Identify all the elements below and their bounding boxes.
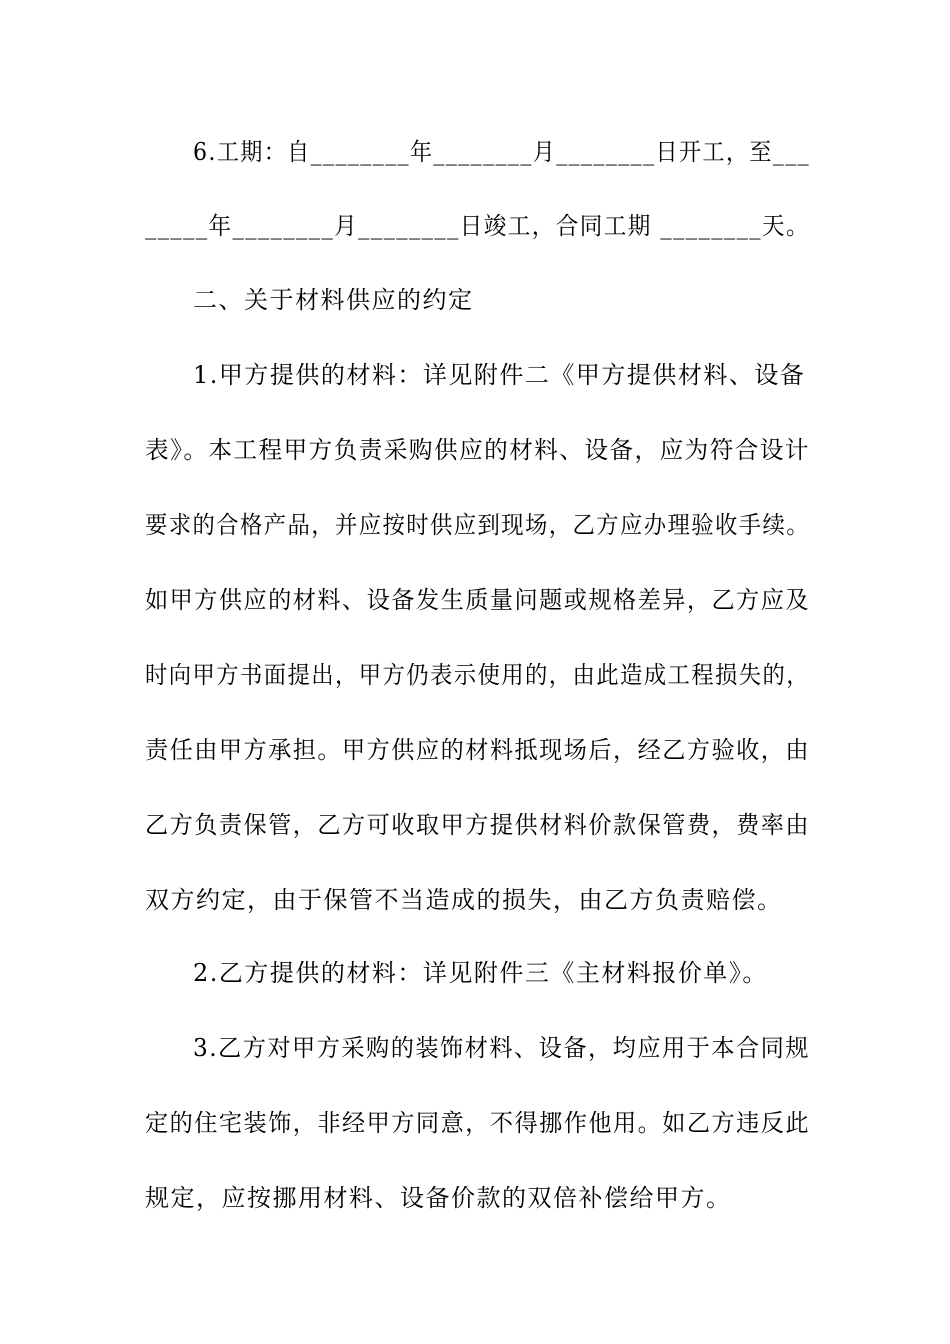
clause-1-line-8: 双方约定，由于保管不当造成的损失，由乙方负责赔偿。 bbox=[145, 886, 783, 914]
clause-1-line-4: 如甲方供应的材料、设备发生质量问题或规格差异，乙方应及 bbox=[145, 586, 811, 614]
clause-3-line-3: 规定，应按挪用材料、设备价款的双倍补偿给甲方。 bbox=[145, 1184, 732, 1212]
clause-1-line-2: 表》。本工程甲方负责采购供应的材料、设备，应为符合设计 bbox=[145, 436, 810, 464]
clause-1-line-1: 1.甲方提供的材料：详见附件二《甲方提供材料、设备 bbox=[193, 361, 806, 389]
clause-1-line-6: 责任由甲方承担。甲方供应的材料抵现场后，经乙方验收，由 bbox=[145, 736, 811, 764]
clause-1-line-3: 要求的合格产品，并应按时供应到现场，乙方应办理验收手续。 bbox=[145, 511, 811, 539]
clause-6-line-2: _____年________月________日竣工，合同工期 ________天。 bbox=[145, 212, 811, 240]
clause-3-line-1: 3.乙方对甲方采购的装饰材料、设备，均应用于本合同规 bbox=[193, 1034, 810, 1062]
clause-1-line-7: 乙方负责保管，乙方可收取甲方提供材料价款保管费，费率由 bbox=[145, 811, 811, 839]
clause-3-line-2: 定的住宅装饰，非经甲方同意，不得挪作他用。如乙方违反此 bbox=[145, 1109, 811, 1137]
clause-6-line-1: 6.工期：自________年________月________日开工，至___ bbox=[193, 138, 811, 166]
section-heading: 二、关于材料供应的约定 bbox=[193, 286, 474, 314]
clause-1-line-5: 时向甲方书面提出，甲方仍表示使用的，由此造成工程损失的， bbox=[145, 661, 811, 689]
clause-2-line-1: 2.乙方提供的材料：详见附件三《主材料报价单》。 bbox=[193, 959, 768, 987]
